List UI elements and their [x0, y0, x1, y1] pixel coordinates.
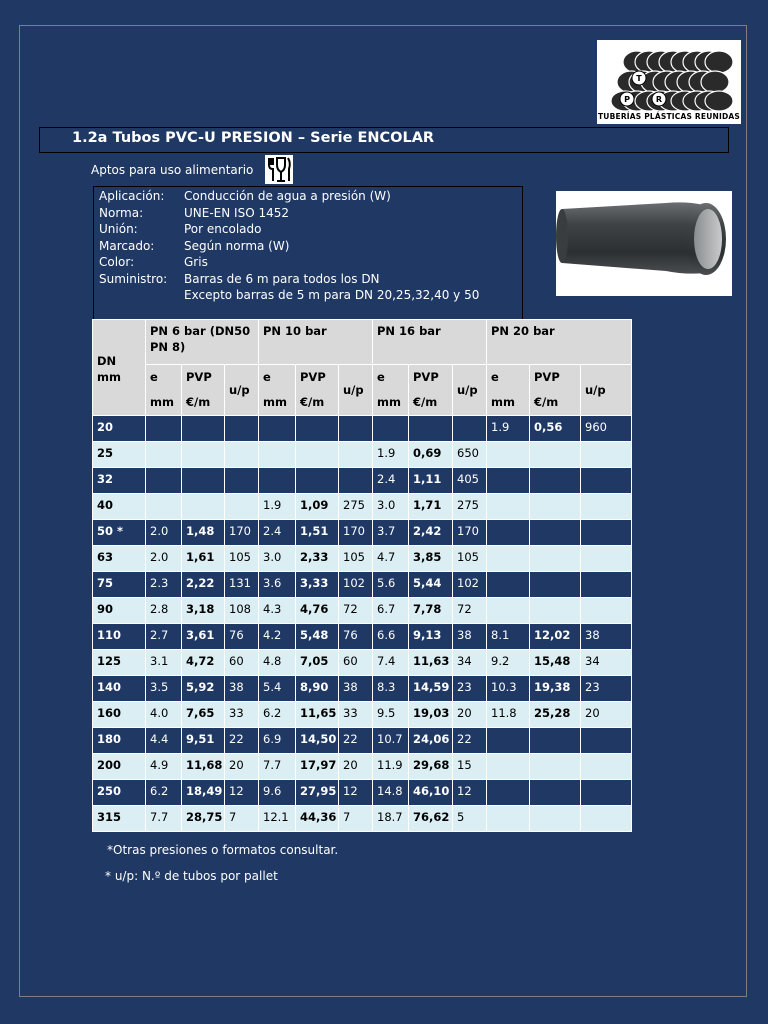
table-row [93, 624, 632, 650]
dn-cell: 25 [93, 442, 146, 468]
thickness-cell: 2.4 [373, 468, 409, 494]
thickness-cell: 2.4 [259, 520, 296, 546]
thickness-cell: 5.6 [373, 572, 409, 598]
thickness-cell [487, 468, 530, 494]
price-cell: 14,50 [296, 728, 339, 754]
price-cell: 5,44 [409, 572, 453, 598]
units-per-pallet-cell [581, 572, 632, 598]
units-per-pallet-cell [581, 754, 632, 780]
thickness-cell: 8.1 [487, 624, 530, 650]
thickness-cell: 9.2 [487, 650, 530, 676]
thickness-cell: 6.2 [146, 780, 182, 806]
dn-cell: 50 * [93, 520, 146, 546]
price-cell: 15,48 [530, 650, 581, 676]
thickness-cell: 5.4 [259, 676, 296, 702]
price-cell [182, 494, 225, 520]
thickness-cell: 1.9 [487, 416, 530, 442]
sub-header-label: e mm [491, 370, 515, 409]
units-per-pallet-cell: 15 [453, 754, 487, 780]
units-per-pallet-cell: 23 [453, 676, 487, 702]
table-row [93, 572, 632, 598]
thickness-cell [259, 468, 296, 494]
dn-cell: 75 [93, 572, 146, 598]
units-per-pallet-cell: 102 [339, 572, 373, 598]
sub-header-pvp [409, 365, 453, 416]
units-per-pallet-cell: 38 [225, 676, 259, 702]
price-cell [530, 468, 581, 494]
units-per-pallet-cell: 960 [581, 416, 632, 442]
price-cell: 8,90 [296, 676, 339, 702]
price-cell: 19,03 [409, 702, 453, 728]
sub-header-label: PVP €/m [413, 370, 439, 409]
price-cell [296, 468, 339, 494]
units-per-pallet-cell: 33 [339, 702, 373, 728]
price-cell: 0,69 [409, 442, 453, 468]
units-per-pallet-cell: 7 [339, 806, 373, 832]
units-per-pallet-cell: 34 [453, 650, 487, 676]
table-row [93, 494, 632, 520]
price-cell: 28,75 [182, 806, 225, 832]
dn-cell: 315 [93, 806, 146, 832]
thickness-cell: 11.9 [373, 754, 409, 780]
dn-cell: 90 [93, 598, 146, 624]
units-per-pallet-cell: 105 [339, 546, 373, 572]
sub-header-label: PVP €/m [534, 370, 560, 409]
price-cell: 7,78 [409, 598, 453, 624]
price-cell: 2,42 [409, 520, 453, 546]
table-row [93, 676, 632, 702]
units-per-pallet-cell: 22 [225, 728, 259, 754]
units-per-pallet-cell [581, 494, 632, 520]
thickness-cell: 3.1 [146, 650, 182, 676]
dn-cell: 140 [93, 676, 146, 702]
units-per-pallet-cell: 20 [581, 702, 632, 728]
thickness-cell: 4.0 [146, 702, 182, 728]
sub-header-up [581, 365, 632, 416]
units-per-pallet-cell: 22 [339, 728, 373, 754]
thickness-cell: 4.9 [146, 754, 182, 780]
units-per-pallet-cell [581, 598, 632, 624]
units-per-pallet-cell: 20 [339, 754, 373, 780]
dn-cell: 110 [93, 624, 146, 650]
group-header-pn10 [259, 320, 373, 365]
thickness-cell [487, 728, 530, 754]
price-cell [530, 520, 581, 546]
price-cell [296, 442, 339, 468]
sub-header-label: e mm [377, 370, 401, 409]
price-cell: 29,68 [409, 754, 453, 780]
thickness-cell: 1.9 [259, 494, 296, 520]
price-cell: 44,36 [296, 806, 339, 832]
group-header-label: PN 16 bar [377, 324, 441, 338]
spec-value: Por encolado [184, 222, 262, 236]
spec-label: Marcado: [99, 238, 155, 253]
spec-value: Excepto barras de 5 m para DN 20,25,32,40 y 50 [184, 288, 480, 302]
company-logo [597, 40, 741, 124]
units-per-pallet-cell [453, 416, 487, 442]
units-per-pallet-cell: 170 [225, 520, 259, 546]
units-per-pallet-cell: 60 [339, 650, 373, 676]
units-per-pallet-cell: 60 [225, 650, 259, 676]
price-cell [182, 416, 225, 442]
thickness-cell [373, 416, 409, 442]
units-per-pallet-cell [339, 468, 373, 494]
dn-header-label: DN mm [97, 354, 121, 384]
price-cell: 27,95 [296, 780, 339, 806]
table-row [93, 520, 632, 546]
table-row [93, 468, 632, 494]
table-row [93, 806, 632, 832]
dn-header [93, 320, 146, 416]
price-cell: 4,72 [182, 650, 225, 676]
price-cell: 24,06 [409, 728, 453, 754]
sub-header-e [487, 365, 530, 416]
price-cell: 3,85 [409, 546, 453, 572]
price-cell [530, 598, 581, 624]
thickness-cell: 4.7 [373, 546, 409, 572]
units-per-pallet-cell: 170 [339, 520, 373, 546]
price-cell [530, 754, 581, 780]
thickness-cell: 2.8 [146, 598, 182, 624]
price-cell: 2,22 [182, 572, 225, 598]
sub-header-label: u/p [457, 382, 478, 397]
sub-header-label: u/p [229, 382, 250, 397]
units-per-pallet-cell [225, 442, 259, 468]
price-cell: 3,18 [182, 598, 225, 624]
dn-cell: 125 [93, 650, 146, 676]
title-bar [39, 127, 729, 153]
price-cell: 3,33 [296, 572, 339, 598]
units-per-pallet-cell: 108 [225, 598, 259, 624]
price-cell: 0,56 [530, 416, 581, 442]
group-header-label: PN 10 bar [263, 324, 327, 338]
food-safe-icon [265, 155, 293, 184]
price-cell: 25,28 [530, 702, 581, 728]
price-cell: 1,48 [182, 520, 225, 546]
table-row [93, 702, 632, 728]
price-cell [530, 780, 581, 806]
units-per-pallet-cell: 38 [453, 624, 487, 650]
price-cell [530, 546, 581, 572]
thickness-cell: 3.0 [259, 546, 296, 572]
units-per-pallet-cell [225, 416, 259, 442]
price-cell [530, 494, 581, 520]
note-units-per-pallet: * u/p: N.º de tubos por pallet [105, 869, 278, 883]
food-use-label: Aptos para uso alimentario [91, 163, 254, 177]
price-cell: 4,76 [296, 598, 339, 624]
units-per-pallet-cell: 38 [581, 624, 632, 650]
price-cell [296, 416, 339, 442]
units-per-pallet-cell [225, 468, 259, 494]
units-per-pallet-cell [581, 468, 632, 494]
thickness-cell [487, 598, 530, 624]
price-cell: 19,38 [530, 676, 581, 702]
price-cell [530, 572, 581, 598]
units-per-pallet-cell: 102 [453, 572, 487, 598]
units-per-pallet-cell: 405 [453, 468, 487, 494]
units-per-pallet-cell: 33 [225, 702, 259, 728]
units-per-pallet-cell [581, 780, 632, 806]
logo-letter-r: R [655, 95, 663, 104]
thickness-cell [487, 780, 530, 806]
table-row [93, 650, 632, 676]
thickness-cell [487, 546, 530, 572]
sub-header-pvp [530, 365, 581, 416]
table-row [93, 598, 632, 624]
thickness-cell: 7.7 [259, 754, 296, 780]
units-per-pallet-cell [581, 728, 632, 754]
thickness-cell: 8.3 [373, 676, 409, 702]
price-cell: 2,33 [296, 546, 339, 572]
dn-cell: 32 [93, 468, 146, 494]
spec-value: Conducción de agua a presión (W) [184, 189, 391, 203]
thickness-cell: 4.4 [146, 728, 182, 754]
logo-letter-t: T [636, 74, 642, 83]
thickness-cell: 3.0 [373, 494, 409, 520]
price-cell: 3,61 [182, 624, 225, 650]
price-cell: 14,59 [409, 676, 453, 702]
thickness-cell: 2.3 [146, 572, 182, 598]
thickness-cell [487, 520, 530, 546]
table-row [93, 442, 632, 468]
sub-header-label: e mm [150, 370, 174, 409]
spec-value: Barras de 6 m para todos los DN [184, 271, 380, 286]
units-per-pallet-cell: 131 [225, 572, 259, 598]
logo-letter-p: P [624, 95, 630, 104]
spec-label: Suministro: [99, 271, 168, 286]
thickness-cell: 4.8 [259, 650, 296, 676]
sub-header-label: PVP €/m [300, 370, 326, 409]
thickness-cell: 4.2 [259, 624, 296, 650]
dn-cell: 250 [93, 780, 146, 806]
price-cell: 5,92 [182, 676, 225, 702]
thickness-cell: 18.7 [373, 806, 409, 832]
units-per-pallet-cell: 12 [453, 780, 487, 806]
thickness-cell: 12.1 [259, 806, 296, 832]
units-per-pallet-cell: 72 [339, 598, 373, 624]
sub-header-label: u/p [343, 382, 364, 397]
units-per-pallet-cell: 170 [453, 520, 487, 546]
price-cell: 1,51 [296, 520, 339, 546]
units-per-pallet-cell: 275 [339, 494, 373, 520]
units-per-pallet-cell: 23 [581, 676, 632, 702]
price-cell: 1,71 [409, 494, 453, 520]
sub-header-pvp [296, 365, 339, 416]
price-cell: 1,61 [182, 546, 225, 572]
units-per-pallet-cell: 105 [453, 546, 487, 572]
price-cell [182, 468, 225, 494]
thickness-cell: 1.9 [373, 442, 409, 468]
price-cell: 11,63 [409, 650, 453, 676]
thickness-cell: 2.0 [146, 520, 182, 546]
units-per-pallet-cell: 5 [453, 806, 487, 832]
price-cell: 76,62 [409, 806, 453, 832]
logo-text: TUBERÍAS PLÁSTICAS REUNIDAS [597, 112, 741, 121]
table-row [93, 754, 632, 780]
group-header-label: PN 6 bar (DN50 PN 8) [150, 324, 251, 354]
price-cell: 17,97 [296, 754, 339, 780]
thickness-cell [487, 806, 530, 832]
units-per-pallet-cell: 22 [453, 728, 487, 754]
price-cell: 7,05 [296, 650, 339, 676]
dn-cell: 63 [93, 546, 146, 572]
table-row [93, 416, 632, 442]
thickness-cell [146, 468, 182, 494]
thickness-cell: 4.3 [259, 598, 296, 624]
page-title: 1.2a Tubos PVC-U PRESION – Serie ENCOLAR [72, 130, 435, 146]
spec-label: Norma: [99, 205, 144, 220]
group-header-pn20 [487, 320, 632, 365]
thickness-cell [259, 442, 296, 468]
price-cell [182, 442, 225, 468]
table-row [93, 780, 632, 806]
units-per-pallet-cell [581, 546, 632, 572]
thickness-cell: 14.8 [373, 780, 409, 806]
units-per-pallet-cell [225, 494, 259, 520]
spec-value: UNE-EN ISO 1452 [184, 205, 289, 220]
thickness-cell [259, 416, 296, 442]
spec-value: Gris [184, 255, 208, 269]
sub-header-label: u/p [585, 382, 606, 397]
price-cell: 11,68 [182, 754, 225, 780]
spec-value: Según norma (W) [184, 238, 290, 253]
table-body [93, 416, 632, 832]
thickness-cell [487, 494, 530, 520]
dn-cell: 20 [93, 416, 146, 442]
thickness-cell: 7.7 [146, 806, 182, 832]
pipe-pricing-table [92, 319, 632, 832]
price-cell [530, 728, 581, 754]
price-cell: 12,02 [530, 624, 581, 650]
units-per-pallet-cell: 105 [225, 546, 259, 572]
price-cell [409, 416, 453, 442]
dn-cell: 160 [93, 702, 146, 728]
specifications-box [93, 186, 523, 320]
spec-label: Aplicación: [99, 189, 165, 203]
thickness-cell: 11.8 [487, 702, 530, 728]
price-cell: 46,10 [409, 780, 453, 806]
units-per-pallet-cell: 20 [225, 754, 259, 780]
dn-cell: 180 [93, 728, 146, 754]
sub-header-label: e mm [263, 370, 287, 409]
price-cell: 9,13 [409, 624, 453, 650]
thickness-cell: 9.5 [373, 702, 409, 728]
group-header-label: PN 20 bar [491, 324, 555, 338]
units-per-pallet-cell: 76 [225, 624, 259, 650]
units-per-pallet-cell [581, 520, 632, 546]
thickness-cell: 2.0 [146, 546, 182, 572]
pvc-pipe-image [556, 191, 732, 296]
thickness-cell: 10.7 [373, 728, 409, 754]
thickness-cell [487, 442, 530, 468]
thickness-cell: 6.6 [373, 624, 409, 650]
sub-header-e [259, 365, 296, 416]
units-per-pallet-cell: 275 [453, 494, 487, 520]
price-cell: 7,65 [182, 702, 225, 728]
thickness-cell: 3.7 [373, 520, 409, 546]
sub-header-pvp [182, 365, 225, 416]
group-header-pn6 [146, 320, 259, 365]
price-cell: 9,51 [182, 728, 225, 754]
sub-header-up [453, 365, 487, 416]
thickness-cell [146, 442, 182, 468]
units-per-pallet-cell: 12 [225, 780, 259, 806]
units-per-pallet-cell: 20 [453, 702, 487, 728]
units-per-pallet-cell [339, 416, 373, 442]
thickness-cell: 2.7 [146, 624, 182, 650]
units-per-pallet-cell: 12 [339, 780, 373, 806]
units-per-pallet-cell: 72 [453, 598, 487, 624]
units-per-pallet-cell: 650 [453, 442, 487, 468]
dn-cell: 200 [93, 754, 146, 780]
price-cell [530, 806, 581, 832]
price-cell: 1,09 [296, 494, 339, 520]
price-cell: 1,11 [409, 468, 453, 494]
pipe-photo [556, 191, 732, 296]
spec-label: Color: [99, 255, 135, 269]
thickness-cell [487, 754, 530, 780]
price-cell: 11,65 [296, 702, 339, 728]
units-per-pallet-cell [339, 442, 373, 468]
sub-header-label: PVP €/m [186, 370, 212, 409]
units-per-pallet-cell [581, 806, 632, 832]
thickness-cell: 9.6 [259, 780, 296, 806]
thickness-cell: 6.7 [373, 598, 409, 624]
thickness-cell: 6.9 [259, 728, 296, 754]
thickness-cell: 10.3 [487, 676, 530, 702]
units-per-pallet-cell: 7 [225, 806, 259, 832]
price-cell: 5,48 [296, 624, 339, 650]
table-row [93, 546, 632, 572]
thickness-cell: 7.4 [373, 650, 409, 676]
thickness-cell [146, 494, 182, 520]
sub-header-up [339, 365, 373, 416]
units-per-pallet-cell: 38 [339, 676, 373, 702]
dn-cell: 40 [93, 494, 146, 520]
table-row [93, 728, 632, 754]
units-per-pallet-cell [581, 442, 632, 468]
spec-label: Unión: [99, 222, 138, 236]
price-cell: 18,49 [182, 780, 225, 806]
thickness-cell: 6.2 [259, 702, 296, 728]
thickness-cell [487, 572, 530, 598]
price-cell [530, 442, 581, 468]
thickness-cell: 3.6 [259, 572, 296, 598]
group-header-pn16 [373, 320, 487, 365]
sub-header-up [225, 365, 259, 416]
thickness-cell: 3.5 [146, 676, 182, 702]
units-per-pallet-cell: 34 [581, 650, 632, 676]
note-other-pressures: *Otras presiones o formatos consultar. [107, 843, 339, 857]
units-per-pallet-cell: 76 [339, 624, 373, 650]
thickness-cell [146, 416, 182, 442]
sub-header-e [146, 365, 182, 416]
sub-header-e [373, 365, 409, 416]
